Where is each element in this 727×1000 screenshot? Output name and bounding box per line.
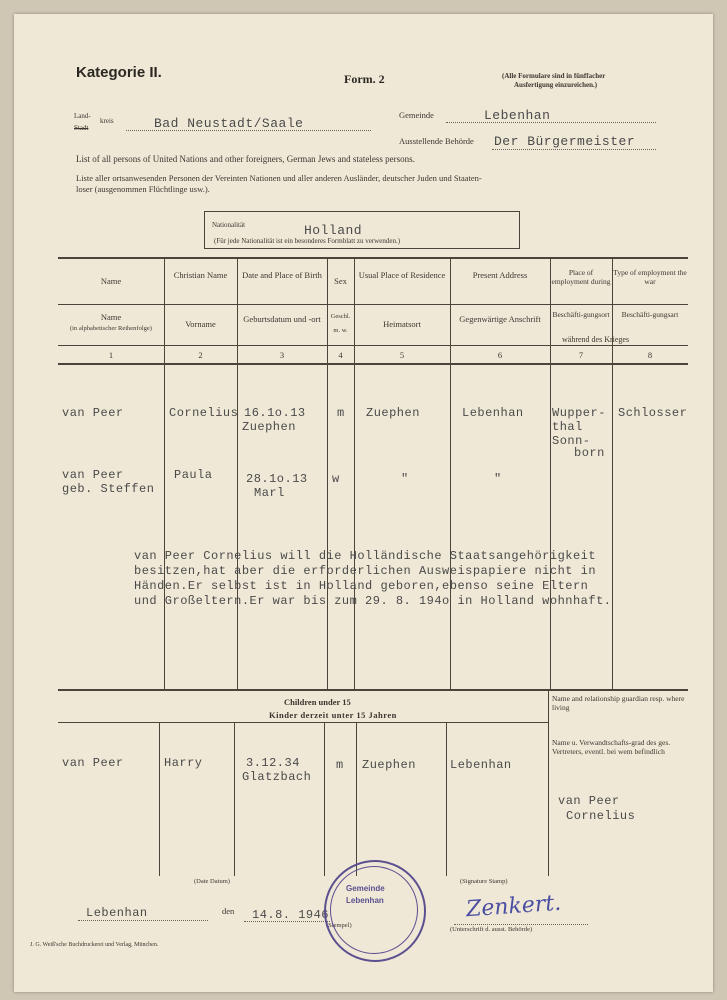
table-header-divider: [58, 304, 688, 305]
col-divider-7: [612, 259, 613, 689]
row1-name: van Peer: [62, 406, 124, 420]
children-col-divider-4: [356, 722, 357, 876]
guardian-header-de: Name u. Verwandtschafts-grad des ges. Vertreters, eventl. bei wem befindlich: [552, 738, 671, 756]
children-guardian-divider: [548, 691, 549, 876]
gemeinde-value: Lebenhan: [484, 108, 551, 123]
children-col-divider-1: [159, 722, 160, 876]
row1-birth-place: Zuephen: [242, 420, 296, 434]
nationality-label: Nationalität: [212, 221, 246, 229]
children-col-divider-2: [234, 722, 235, 876]
col-header-name-en: Name: [100, 276, 122, 286]
date-label: (Date Datum): [194, 878, 230, 885]
col-header-address-de: Gegenwärtige Anschrift: [459, 314, 541, 324]
signature-label-de: (Unterschrift d. ausst. Behörde): [450, 926, 533, 933]
form-number: Form. 2: [344, 72, 385, 86]
footer-date: 14.8. 1946: [252, 908, 330, 922]
footer-date-dotted-line: [244, 921, 330, 922]
child-vorname: Harry: [164, 756, 203, 770]
col-header-christian-en: Christian Name: [173, 270, 228, 280]
label-stadt: Stadt: [74, 124, 89, 132]
behoerde-value: Der Bürgermeister: [494, 134, 636, 149]
row1-vorname: Cornelius: [169, 406, 239, 420]
col-header-name-de-note: (in alphabetischer Reihenfolge): [70, 325, 152, 332]
row2-birth-date: 28.1o.13: [246, 472, 308, 486]
footer-den: den: [222, 906, 235, 916]
stamp-text-1: Gemeinde: [346, 884, 385, 893]
col-number-7: 7: [578, 350, 584, 360]
behoerde-dotted-line: [492, 149, 656, 150]
signature: Zenkert.: [465, 890, 562, 923]
row1-anschrift: Lebenhan: [462, 406, 524, 420]
row1-ort-line4: born: [574, 446, 605, 460]
col-number-8: 8: [647, 350, 653, 360]
children-header-divider: [58, 722, 548, 723]
nationality-value: Holland: [304, 223, 363, 238]
during-war-de: während des Krieges: [562, 335, 630, 344]
stamp-text-2: Lebenhan: [346, 896, 384, 905]
child-birth-date: 3.12.34: [246, 756, 300, 770]
col-divider-3: [327, 259, 328, 689]
landkreis-value: Bad Neustadt/Saale: [154, 116, 304, 131]
col-header-christian-de: Vorname: [185, 319, 216, 329]
col-header-birth-de: Geburtsdatum und -ort: [243, 314, 321, 324]
col-number-2: 2: [198, 350, 203, 360]
col-header-employment-place-en: Place of employment during: [551, 268, 611, 286]
col-number-1: 1: [108, 350, 114, 360]
col-number-3: 3: [279, 350, 285, 360]
footer-place: Lebenhan: [86, 906, 148, 920]
col-header-employment-type-de: Beschäfti-gungsart: [621, 310, 679, 319]
label-kreis: kreis: [100, 117, 114, 125]
remark-line3: Händen.Er selbst ist in Holland geboren,ebenso seine Eltern: [134, 579, 589, 593]
col-header-residence-en: Usual Place of Residence: [358, 270, 446, 280]
intro-german-line2: loser (ausgenommen Flüchtlinge usw.).: [76, 184, 210, 194]
printer-imprint: J. G. Weiß'sche Buchdruckerei und Verlag, München.: [30, 942, 159, 948]
child-birth-place: Glatzbach: [242, 770, 312, 784]
remark-line2: besitzen,hat aber die erforderlichen Ausweispapiere nicht in: [134, 564, 597, 578]
form-sheet: [14, 14, 713, 992]
stamp-label: (Stempel): [326, 922, 352, 929]
row1-heimat: Zuephen: [366, 406, 420, 420]
remark-line4: und Großeltern.Er war bis zum 29. 8. 194o in Holland wohnhaft.: [134, 594, 612, 608]
copies-note-line2: Ausfertigung einzureichen.): [514, 81, 598, 89]
row1-ort-line1: Wupper-: [552, 406, 606, 420]
col-header-residence-de: Heimatsort: [383, 319, 421, 329]
children-col-divider-3: [324, 722, 325, 876]
signature-dotted-line: [454, 924, 588, 925]
footer-place-dotted-line: [78, 920, 208, 921]
intro-german-line1: Liste aller ortsanwesenden Personen der Vereinten Nationen und aller anderen Ausländer, deutscher Juden und Staaten-: [76, 173, 482, 183]
label-land: Land-: [74, 112, 91, 120]
col-header-birth-en: Date and Place of Birth: [242, 270, 322, 280]
row1-sex: m: [337, 406, 345, 420]
child-sex: m: [336, 758, 344, 772]
signature-label-en: (Signature Stamp): [460, 878, 508, 885]
col-header-sex-de: Geschl.: [330, 313, 351, 320]
row2-vorname: Paula: [174, 468, 213, 482]
children-title-en: Children under 15: [284, 697, 351, 707]
child-guardian-line1: van Peer: [558, 794, 620, 808]
table-numbers-divider-top: [58, 345, 688, 346]
row1-art: Schlosser: [618, 406, 688, 420]
remark-line1: van Peer Cornelius will die Holländische Staatsangehörigkeit: [134, 549, 597, 563]
child-anschrift: Lebenhan: [450, 758, 512, 772]
guardian-header-en: Name and relationship guardian resp. where living: [552, 694, 685, 712]
child-heimat: Zuephen: [362, 758, 416, 772]
behoerde-label: Ausstellende Behörde: [399, 136, 474, 146]
child-name: van Peer: [62, 756, 124, 770]
municipal-stamp: [324, 860, 426, 962]
col-number-6: 6: [497, 350, 503, 360]
stamp-inner-ring: [330, 866, 418, 954]
row2-sex: w: [332, 472, 340, 486]
gemeinde-label: Gemeinde: [399, 110, 434, 120]
col-header-employment-type-en: Type of employment the war: [613, 268, 687, 286]
table-top-border: [58, 257, 688, 259]
table-numbers-divider-bottom: [58, 363, 688, 365]
col-divider-6: [550, 259, 551, 689]
children-title-de: Kinder derzeit unter 15 Jahren: [269, 710, 397, 720]
col-header-name-de: Name: [100, 312, 122, 322]
row2-name-line2: geb. Steffen: [62, 482, 155, 496]
col-header-sex-de-values: m. w.: [333, 327, 348, 334]
row2-name: van Peer: [62, 468, 124, 482]
col-number-4: 4: [338, 350, 343, 360]
copies-note-line1: (Alle Formulare sind in fünffacher: [502, 72, 606, 80]
col-header-sex-en: Sex: [334, 276, 347, 286]
child-guardian-line2: Cornelius: [566, 809, 636, 823]
gemeinde-dotted-line: [446, 122, 656, 123]
row1-ort-line2: thal: [552, 420, 583, 434]
children-col-divider-5: [446, 722, 447, 876]
row1-birth-date: 16.1o.13: [244, 406, 306, 420]
form-category-title: Kategorie II.: [76, 64, 162, 81]
col-header-employment-place-de: Beschäfti-gungsort: [552, 310, 610, 319]
col-number-5: 5: [399, 350, 405, 360]
nationality-note: (Für jede Nationalität ist ein besonderes Formblatt zu verwenden.): [214, 237, 401, 245]
row1-ort-line3: Sonn-: [552, 434, 591, 448]
intro-english: List of all persons of United Nations and other foreigners, German Jews and stateless persons.: [76, 154, 415, 164]
row2-birth-place: Marl: [254, 486, 285, 500]
landkreis-dotted-line: [126, 130, 371, 131]
row2-anschrift: ": [494, 472, 502, 486]
row2-heimat: ": [401, 472, 409, 486]
col-header-address-en: Present Address: [472, 270, 528, 280]
children-top-border: [58, 689, 688, 691]
